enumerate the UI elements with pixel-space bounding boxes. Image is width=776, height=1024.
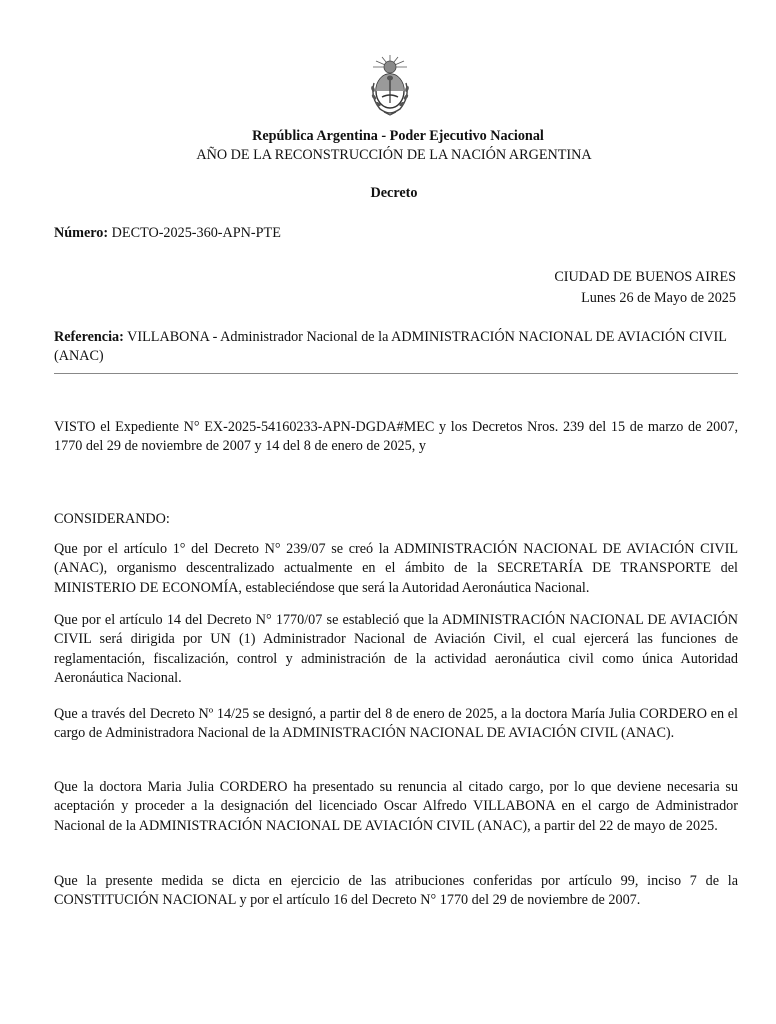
year-motto: AÑO DE LA RECONSTRUCCIÓN DE LA NACIÓN ARGENTINA	[196, 147, 592, 163]
considerando-paragraph: Que la presente medida se dicta en ejercicio de las atribuciones conferidas por artículo 99, inciso 7 de la CONSTITUCIÓN NACIONAL y por el artículo 16 del Decreto N° 1770 del 29 de noviembre de 2007.	[54, 873, 738, 909]
document-type: Decreto	[370, 185, 418, 201]
coat-of-arms-icon	[366, 53, 414, 117]
city: CIUDAD DE BUENOS AIRES	[554, 269, 736, 285]
considerando-paragraph: Que por el artículo 14 del Decreto N° 1770/07 se estableció que la ADMINISTRACIÓN NACIONAL DE AVIACIÓN CIVIL será dirigida por UN (1) Administrador Nacional de Aviación Civil, el cual ejercerá las funciones de reglamentación, fiscalización, control y administración de la actividad aeronáutica civil como única Autoridad Aeronáutica Nacional.	[54, 612, 738, 687]
considerando-paragraph: Que a través del Decreto Nº 14/25 se designó, a partir del 8 de enero de 2025, a la doctora María Julia CORDERO en el cargo de Administradora Nacional de la ADMINISTRACIÓN NACIONAL DE AVIACIÓN CIVIL (ANAC).	[54, 706, 738, 742]
place-and-date	[554, 267, 736, 309]
reference	[54, 328, 742, 366]
reference-text: VILLABONA - Administrador Nacional de la ADMINISTRACIÓN NACIONAL DE AVIACIÓN CIVIL (ANAC)	[54, 329, 727, 364]
date: Lunes 26 de Mayo de 2025	[581, 290, 736, 306]
document-number	[54, 225, 281, 242]
document-number-value: DECTO-2025-360-APN-PTE	[111, 225, 281, 241]
issuer-title: República Argentina - Poder Ejecutivo Nacional	[252, 128, 544, 144]
considerando-paragraph: Que por el artículo 1° del Decreto N° 239/07 se creó la ADMINISTRACIÓN NACIONAL DE AVIACIÓN CIVIL (ANAC), organismo descentralizado actualmente en el ámbito de la SECRETARÍA DE TRANSPORTE del MINISTERIO DE ECONOMÍA, estableciéndose que será la Autoridad Aeronáutica Nacional.	[54, 541, 738, 596]
considerando-paragraph: Que la doctora Maria Julia CORDERO ha presentado su renuncia al citado cargo, por lo que deviene necesaria su aceptación y proceder a la designación del licenciado Oscar Alfredo VILLABONA en el cargo de Administrador Nacional de la ADMINISTRACIÓN NACIONAL DE AVIACIÓN CIVIL (ANAC), a partir del 22 de mayo de 2025.	[54, 779, 738, 834]
visto-paragraph: VISTO el Expediente N° EX-2025-54160233-APN-DGDA#MEC y los Decretos Nros. 239 del 15 de marzo de 2007, 1770 del 29 de noviembre de 2007 y 14 del 8 de enero de 2025, y	[54, 419, 738, 455]
divider	[54, 373, 738, 374]
reference-label: Referencia:	[54, 329, 124, 345]
considerando-heading: CONSIDERANDO:	[54, 511, 170, 527]
document-number-label: Número:	[54, 225, 109, 241]
